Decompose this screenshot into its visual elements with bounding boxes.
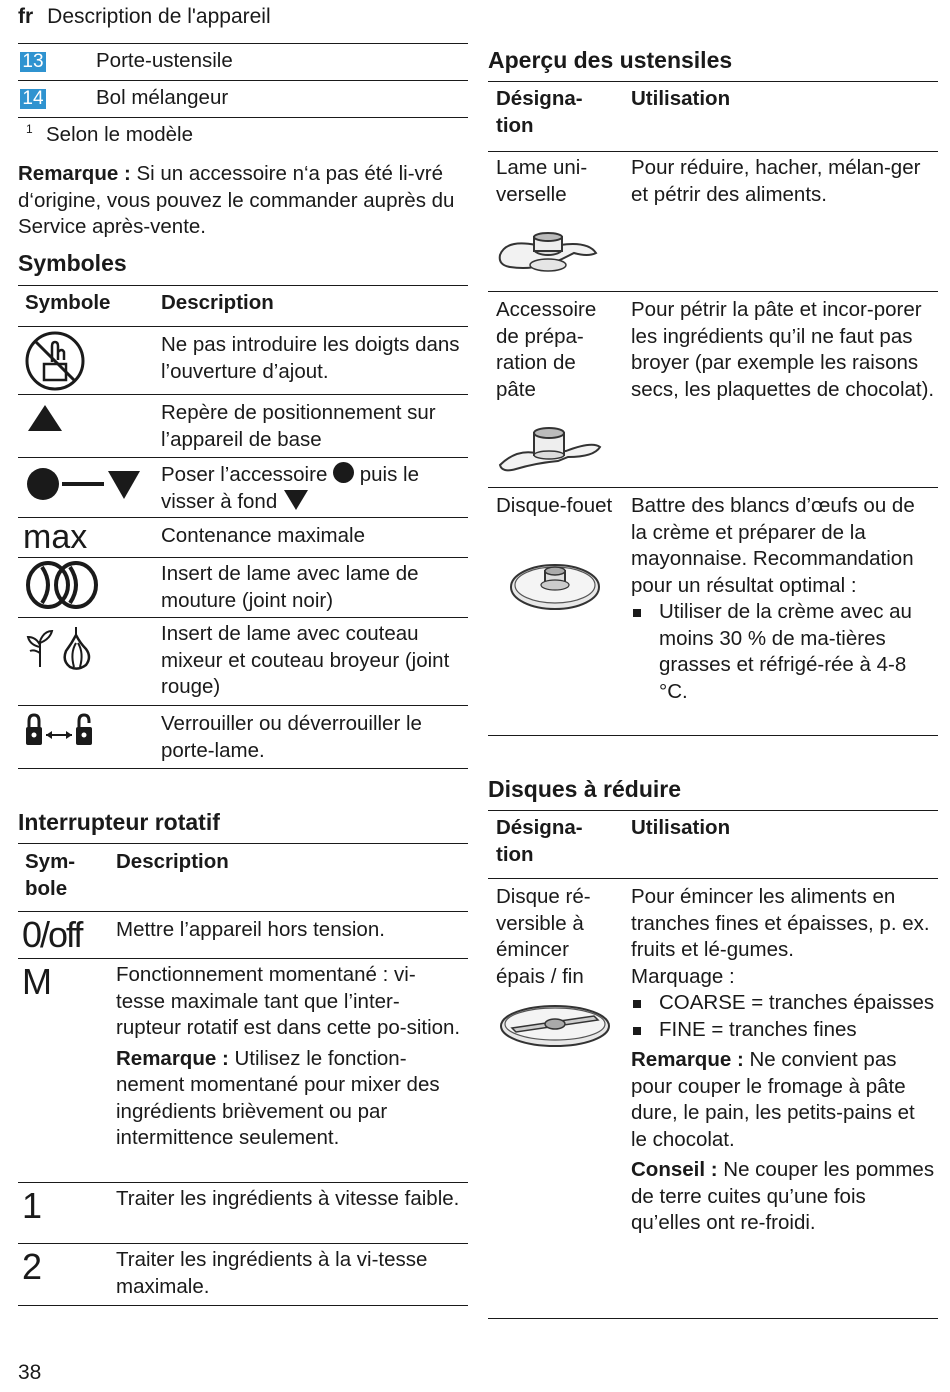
dot-icon (333, 462, 354, 483)
symbol-description: Verrouiller ou déverrouiller le porte-lame. (161, 712, 422, 762)
max-icon: max (23, 518, 88, 556)
whisk-disc-icon (508, 557, 602, 611)
part-row-14 (18, 85, 468, 112)
switch-row (18, 911, 468, 958)
switch-description: Traiter les ingrédients à la vi-tesse maximale. (116, 1248, 428, 1298)
bullet-item: Utiliser de la crème avec au moins 30 % de ma-tières grasses et réfrigé-rée à 4-8 °C. (631, 599, 936, 705)
col-header-utilisation: Utilisation (631, 87, 731, 110)
page-number: 38 (18, 1361, 42, 1384)
part-number-badge: 14 (18, 87, 48, 111)
symbol-description: Insert de lame avec lame de mouture (joint noir) (161, 562, 419, 612)
disc-name: Disque ré-versible à émincer épais / fin (496, 885, 591, 988)
apercu-heading: Aperçu des ustensiles (488, 47, 733, 73)
part-row-13 (18, 48, 468, 75)
remark-text: Si un accessoire n‘a pas été li-vré d‘origine, vous pouvez le commander auprès du Service après-vente. (18, 162, 455, 238)
disc-row (488, 878, 938, 1318)
remark-label: Remarque : (18, 162, 131, 185)
switch-description: Fonctionnement momentané : vi-tesse maximale tant que l’inter-rupteur rotatif est dans cette po-sition. Remarque : Utilisez le fonction-nement momentané pour mixer des ingrédients brièvement ou par intermittence seulement. (116, 962, 461, 1152)
header-title: Description de l'appareil (47, 5, 271, 28)
remark-paragraph (18, 161, 463, 241)
part-number-badge: 13 (18, 50, 48, 74)
dough-tool-icon (496, 425, 604, 477)
symboles-heading: Symboles (18, 250, 127, 276)
symbol-row (18, 557, 468, 617)
utensil-use: Battre des blancs d’œufs ou de la crème et préparer de la mayonnaise. Recommandation pour un résultat optimal : Utiliser de la crème avec au moins 30 % de ma-tières grasses et réfrigé-rée à 4-8 °C. (631, 493, 936, 705)
utensil-use: Pour réduire, hacher, mélan-ger et pétrir des aliments. (631, 156, 921, 206)
col-header-symbol: Symbole (25, 291, 111, 314)
triangle-down-icon (283, 489, 309, 511)
symbol-description: Contenance maximale (161, 524, 365, 547)
utensil-row (488, 291, 938, 487)
switch-description: Mettre l’appareil hors tension. (116, 918, 385, 941)
switch-row (18, 1182, 468, 1243)
part-label: Bol mélangeur (96, 86, 229, 109)
utensil-row (488, 151, 938, 291)
universal-blade-icon (496, 231, 600, 279)
coffee-beans-icon (24, 561, 100, 609)
col-header-utilisation: Utilisation (631, 816, 731, 839)
symbol-row (18, 705, 468, 768)
disc-remark: Remarque : Ne convient pas pour couper le fromage à pâte dure, le pain, les petits-pains et le chocolat. (631, 1048, 915, 1151)
col-header-symbol: Sym-bole (25, 850, 76, 900)
lock-unlock-icon (24, 713, 96, 747)
symbol-row (18, 457, 468, 517)
speed-1-symbol: 1 (22, 1185, 43, 1226)
col-header-description: Description (116, 850, 229, 873)
symbol-description: Repère de positionnement sur l’appareil de base (161, 401, 436, 451)
utensil-use: Pour pétrir la pâte et incor-porer les ingrédients qu’il ne faut pas broyer (par exemple les raisons secs, les plaquettes de chocolat). (631, 298, 935, 401)
disques-heading: Disques à réduire (488, 776, 682, 802)
col-header-designation: Désigna-tion (496, 816, 583, 866)
symbol-description: Poser l’accessoire puis le visser à fond (161, 463, 420, 513)
switch-remark: Remarque : Utilisez le fonction-nement momentané pour mixer des ingrédients brièvement ou par intermittence seulement. (116, 1046, 440, 1149)
bullet-item: FINE = tranches fines (631, 1017, 936, 1044)
switch-row (18, 1243, 468, 1305)
dot-line-triangle-icon (26, 467, 142, 501)
herb-onion-icon (24, 623, 96, 671)
utensil-name: Accessoire de prépa-ration de pâte (496, 298, 597, 401)
disc-tip: Conseil : Ne couper les pommes de terre cuites qu’une fois qu’elles ont re-froidi. (631, 1158, 935, 1234)
footnote-text: Selon le modèle (46, 123, 194, 146)
no-fingers-icon (24, 330, 86, 392)
left-column (18, 0, 468, 1392)
speed-2-symbol: 2 (22, 1246, 43, 1287)
switch-row (18, 958, 468, 1182)
slicing-disc-icon (498, 998, 612, 1050)
language-code: fr (18, 5, 34, 28)
col-header-designation: Désigna-tion (496, 87, 583, 137)
off-symbol: 0/off (22, 914, 82, 955)
symbol-row (18, 617, 468, 705)
disc-use: Pour émincer les aliments en tranches fines et épaisses, p. ex. fruits et lé-gumes. Marquage : COARSE = tranches épaisses FINE = tranches fines Remarque : Ne convient pas pour couper le fromage à pâte dure, le pain, les petits-pains et le chocolat. Conseil : Ne couper les pommes de terre cuites qu’une fois qu’elles ont re-froidi. (631, 884, 936, 1237)
utensil-name: Disque-fouet (496, 494, 613, 517)
symbol-description: Ne pas introduire les doigts dans l’ouverture d’ajout. (161, 333, 460, 383)
switch-description: Traiter les ingrédients à vitesse faible. (116, 1187, 460, 1210)
right-column (488, 0, 938, 1392)
triangle-up-icon (26, 403, 64, 433)
symbol-row (18, 517, 468, 557)
utensil-row (488, 487, 938, 735)
momentary-symbol: M (22, 961, 52, 1002)
interrupteur-heading: Interrupteur rotatif (18, 809, 220, 835)
footnote-mark: 1 (26, 122, 33, 136)
part-label: Porte-ustensile (96, 49, 233, 72)
bullet-item: COARSE = tranches épaisses (631, 990, 936, 1017)
col-header-description: Description (161, 291, 274, 314)
utensil-name: Lame uni-verselle (496, 156, 588, 206)
symbol-description: Insert de lame avec couteau mixeur et couteau broyeur (joint rouge) (161, 622, 450, 698)
symbol-row (18, 326, 468, 394)
symbol-row (18, 395, 468, 457)
